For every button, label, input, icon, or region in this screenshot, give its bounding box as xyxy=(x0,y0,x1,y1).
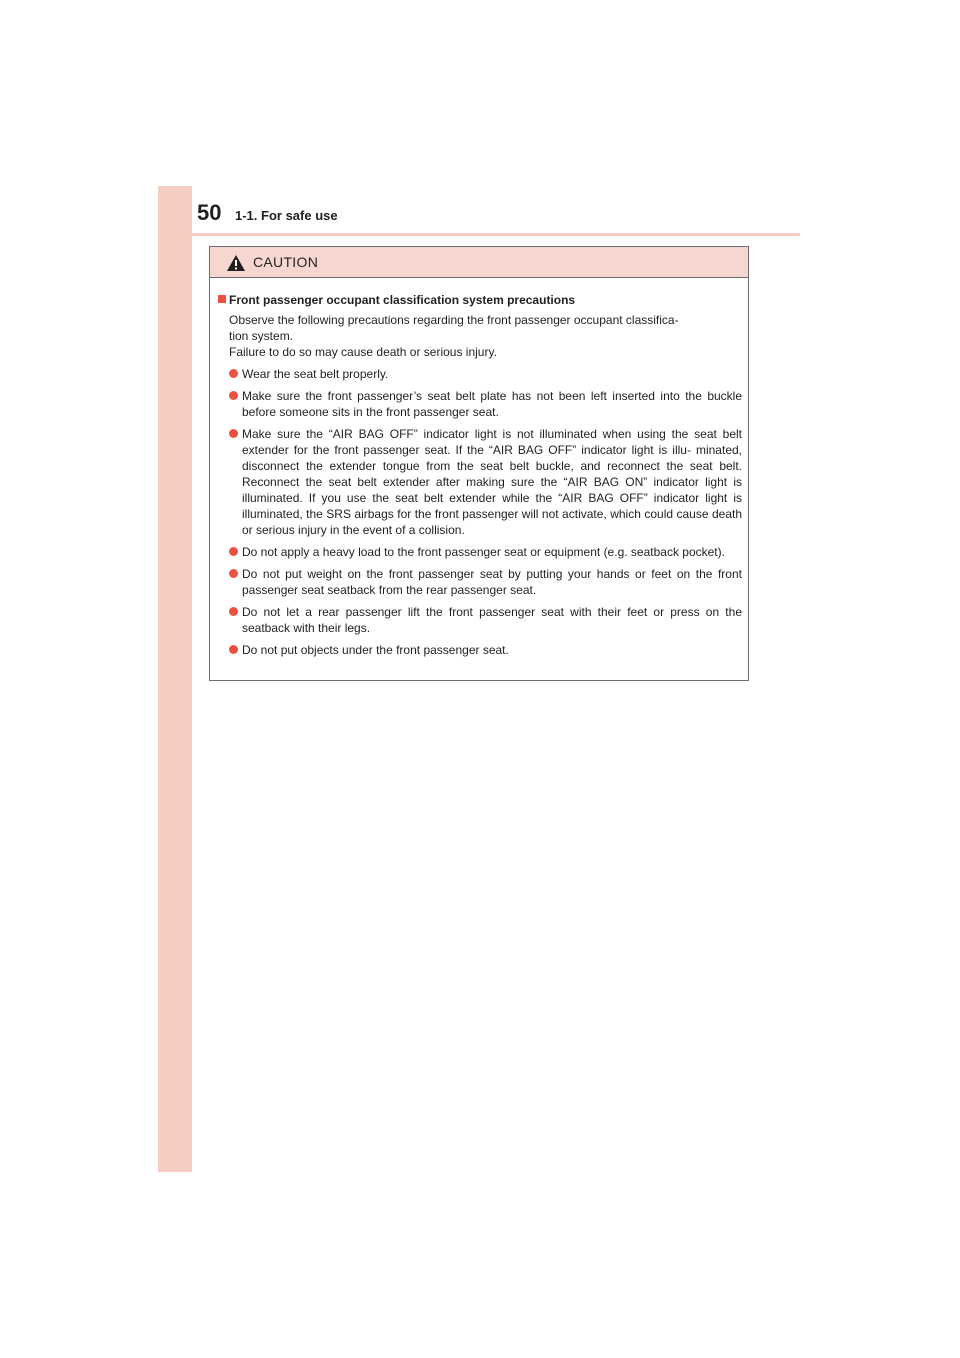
intro-line: tion system. xyxy=(229,329,294,343)
list-item-text: Make sure the front passenger’s seat belt plate has not been left inserted into the buckle before someone sits in the front passenger seat. xyxy=(242,389,742,419)
section-title: 1-1. For safe use xyxy=(235,208,338,223)
list-item-text: Do not put objects under the front passenger seat. xyxy=(242,643,509,657)
subheading-text: Front passenger occupant classification system precautions xyxy=(229,293,576,307)
header-rule-left xyxy=(158,233,192,236)
caution-header xyxy=(210,247,748,278)
caution-bullet-list xyxy=(218,366,742,658)
bullet-dot-icon xyxy=(229,547,238,556)
bullet-dot-icon xyxy=(229,645,238,654)
bullet-dot-icon xyxy=(229,569,238,578)
list-item xyxy=(229,366,742,382)
intro-line: Failure to do so may cause death or serious injury. xyxy=(229,345,497,359)
side-tab-strip xyxy=(158,186,192,1172)
caution-body xyxy=(210,278,748,658)
list-item-text: Do not apply a heavy load to the front passenger seat or equipment (e.g. seatback pocket). xyxy=(242,545,725,559)
bullet-dot-icon xyxy=(229,429,238,438)
caution-intro xyxy=(218,312,742,360)
caution-box xyxy=(209,246,749,681)
list-item-text: Do not put weight on the front passenger seat by putting your hands or feet on the front passenger seat seatback from the rear passenger seat. xyxy=(242,567,742,597)
list-item-text: Wear the seat belt properly. xyxy=(242,367,389,381)
caution-subheading xyxy=(218,292,742,308)
caution-label: CAUTION xyxy=(253,254,319,270)
header-rule xyxy=(192,233,800,236)
bullet-dot-icon xyxy=(229,607,238,616)
list-item xyxy=(229,604,742,636)
warning-triangle-icon xyxy=(226,254,246,272)
list-item xyxy=(229,544,742,560)
intro-line: Observe the following precautions regarding the front passenger occupant classifica- xyxy=(229,313,679,327)
list-item xyxy=(229,566,742,598)
page-number: 50 xyxy=(197,200,222,225)
square-bullet-icon xyxy=(218,295,226,303)
bullet-dot-icon xyxy=(229,369,238,378)
list-item-text: Make sure the “AIR BAG OFF” indicator light is not illuminated when using the seat belt extender for the front passenger seat. If the “AIR BAG OFF” indicator light is illu- minated, disconnect the extender tongue from the seat belt buckle, and reconnect the seat belt. Reconnect the seat belt extender after making sure the “AIR BAG ON” indicator light is illuminated. If you use the seat belt extender while the “AIR BAG OFF” indicator light is illuminated, the SRS airbags for the front passenger will not activate, which could cause death or serious injury in the event of a collision. xyxy=(242,427,742,537)
list-item xyxy=(229,388,742,420)
list-item xyxy=(229,426,742,538)
list-item-text: Do not let a rear passenger lift the front passenger seat with their feet or press on the seatback with their legs. xyxy=(242,605,742,635)
bullet-dot-icon xyxy=(229,391,238,400)
list-item xyxy=(229,642,742,658)
